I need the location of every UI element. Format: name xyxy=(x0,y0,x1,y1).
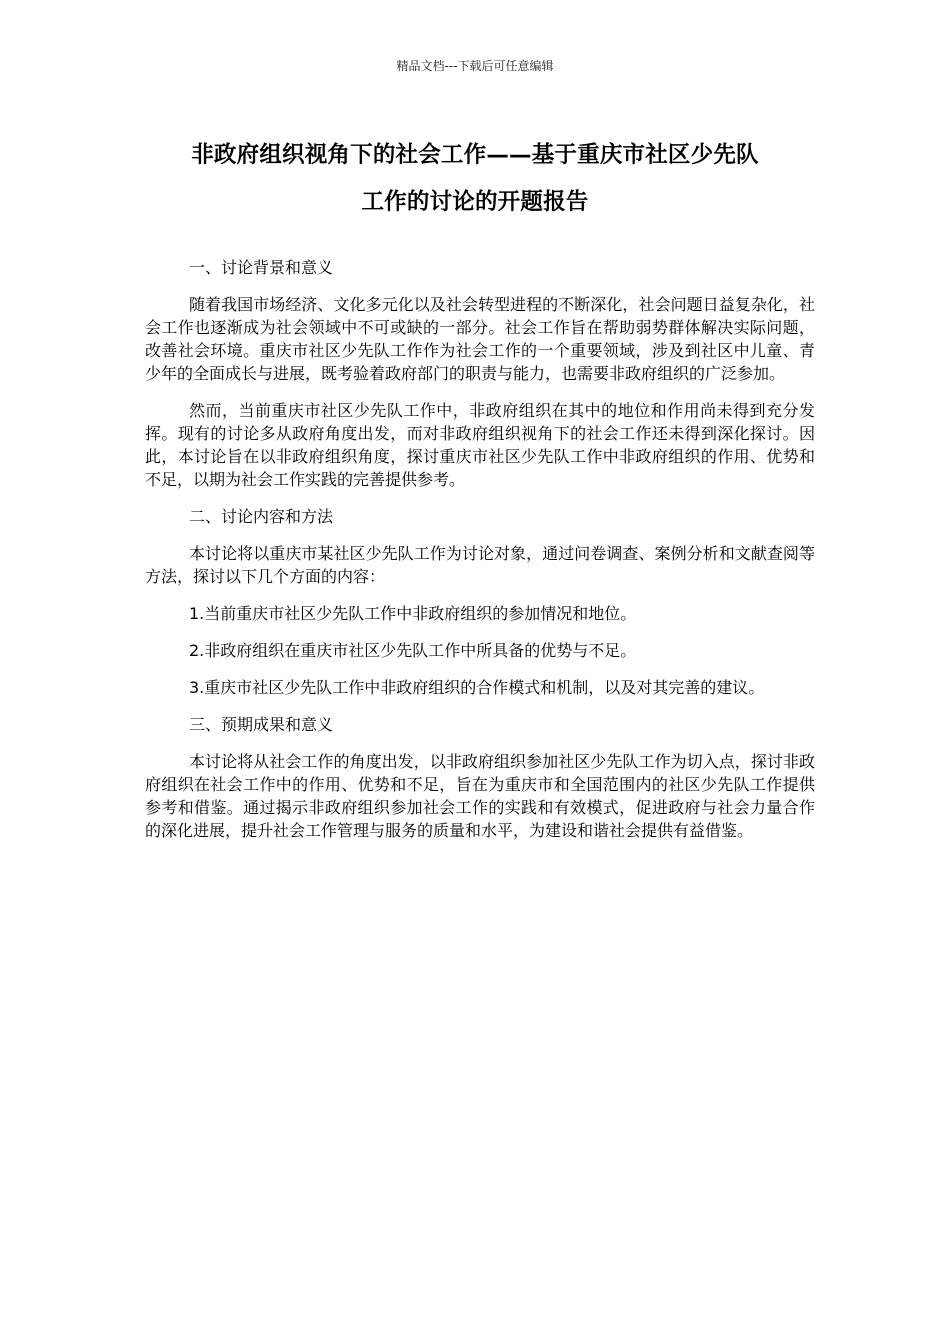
document-body xyxy=(145,256,815,856)
paragraph-content-method: 本讨论将以重庆市某社区少先队工作为讨论对象，通过问卷调查、案例分析和文献查阅等方法，探讨以下几个方面的内容： xyxy=(145,544,815,586)
paragraph-background-2: 然而，当前重庆市社区少先队工作中，非政府组织在其中的地位和作用尚未得到充分发挥。现有的讨论多从政府角度出发，而对非政府组织视角下的社会工作还未得到深化探讨。因此，本讨论旨在以非政府组织角度，探讨重庆市社区少先队工作中非政府组织的作用、优势和不足，以期为社会工作实践的完善提供参考。 xyxy=(145,401,815,489)
section-heading-content-method: 二、讨论内容和方法 xyxy=(189,507,334,526)
title-line-2: 工作的讨论的开题报告 xyxy=(361,189,589,215)
header-note: 精品文档---下载后可任意编辑 xyxy=(396,59,554,73)
list-item: 3.重庆市社区少先队工作中非政府组织的合作模式和机制，以及对其完善的建议。 xyxy=(189,678,765,697)
paragraph-background-1: 随着我国市场经济、文化多元化以及社会转型进程的不断深化，社会问题日益复杂化，社会工作也逐渐成为社会领域中不可或缺的一部分。社会工作旨在帮助弱势群体解决实际问题，改善社会环境。重庆市社区少先队工作作为社会工作的一个重要领域，涉及到社区中儿童、青少年的全面成长与进展，既考验着政府部门的职责与能力，也需要非政府组织的广泛参加。 xyxy=(145,295,815,383)
document-title xyxy=(145,132,805,226)
list-item: 2.非政府组织在重庆市社区少先队工作中所具备的优势与不足。 xyxy=(189,641,637,660)
title-line-1: 非政府组织视角下的社会工作——基于重庆市社区少先队 xyxy=(191,142,759,168)
list-item: 1.当前重庆市社区少先队工作中非政府组织的参加情况和地位。 xyxy=(189,604,637,623)
paragraph-expected-results: 本讨论将从社会工作的角度出发，以非政府组织参加社区少先队工作为切入点，探讨非政府组织在社会工作中的作用、优势和不足，旨在为重庆市和全国范围内的社区少先队工作提供参考和借鉴。通过揭示非政府组织参加社会工作的实践和有效模式，促进政府与社会力量合作的深化进展，提升社会工作管理与服务的质量和水平，为建设和谐社会提供有益借鉴。 xyxy=(145,752,815,840)
section-heading-background: 一、讨论背景和意义 xyxy=(189,258,334,277)
section-heading-expected-results: 三、预期成果和意义 xyxy=(189,715,334,734)
